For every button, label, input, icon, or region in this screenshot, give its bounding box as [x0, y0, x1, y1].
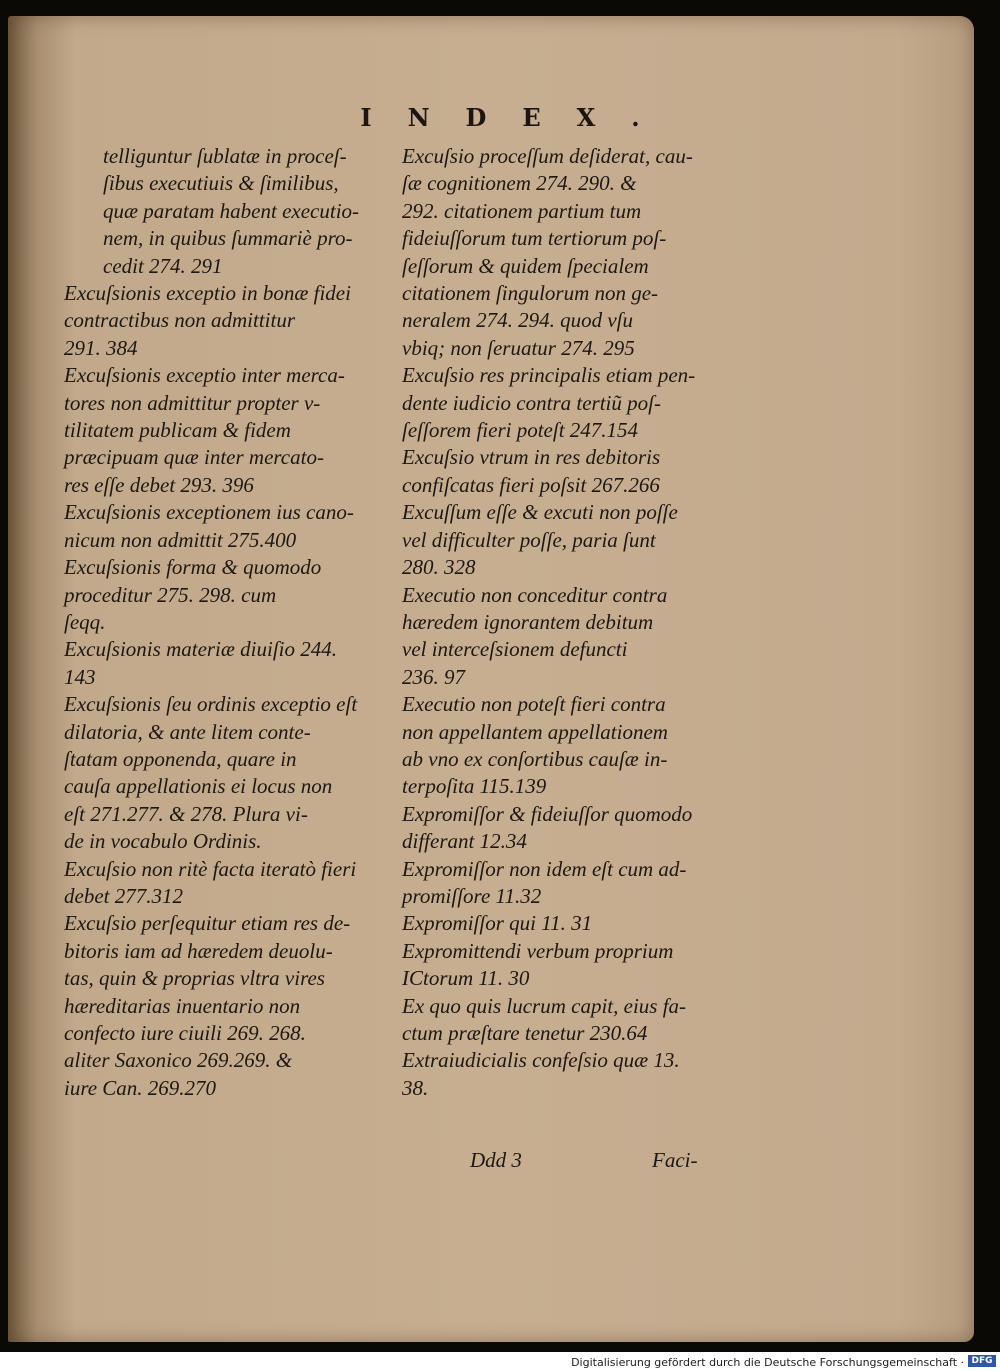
index-entry [402, 1047, 732, 1102]
index-entry [64, 554, 396, 636]
index-entry [402, 362, 732, 444]
index-entry-line: differant 12.34 [402, 829, 527, 854]
index-entry [402, 691, 732, 801]
index-column-left [64, 143, 396, 1102]
index-entry [402, 143, 732, 362]
index-entry-line: tores non admittitur propter v- [64, 390, 321, 415]
index-entry [64, 856, 396, 911]
index-entry-line: Excuſsionis materiæ diuiſio 244. [64, 637, 337, 662]
index-entry-line: 236. 97 [402, 664, 465, 689]
index-entry-line: quæ paratam habent executio- [103, 198, 360, 223]
signature-mark: Ddd 3 [470, 1148, 522, 1172]
index-entry-line: bitoris iam ad hæredem deuolu- [64, 938, 333, 963]
index-entry-line: ſibus executiuis & ſimilibus, [103, 171, 339, 196]
index-entry-line: debet 277.312 [64, 883, 183, 908]
index-entry-line: confecto iure ciuili 269. 268. [64, 1021, 306, 1045]
index-entry [402, 801, 732, 856]
index-entry-line: Excuſsio res principalis etiam pen- [402, 363, 696, 388]
index-entry [402, 993, 732, 1048]
index-entry-line: nicum non admittit 275.400 [64, 527, 297, 552]
index-entry-line: vel interceſsionem defuncti [402, 637, 628, 662]
page-header: INDEX. [360, 103, 676, 132]
index-entry-line: confiſcatas fieri poſsit 267.266 [402, 472, 660, 497]
index-entry-line: non appellantem appellationem [402, 719, 668, 744]
index-entry-line: Ex quo quis lucrum capit, eius fa- [402, 993, 687, 1018]
index-entry-line: 143 [64, 664, 96, 689]
index-entry-line: Excuſsio proceſſum deſiderat, cau- [402, 144, 693, 168]
index-entry [64, 910, 396, 1102]
index-entry-line: cauſa appellationis ei locus non [64, 774, 333, 799]
index-entry [402, 910, 732, 937]
index-entry [64, 691, 396, 855]
index-entry-line: promiſſore 11.32 [402, 883, 542, 908]
index-entry-line: hæredem ignorantem debitum [402, 609, 654, 634]
index-entry-line: cedit 274. 291 [103, 253, 223, 278]
index-entry-line: neralem 274. 294. quod vſu [402, 308, 633, 333]
index-entry-line: Executio non poteſt fieri contra [402, 692, 666, 717]
index-entry-line: ſeqq. [64, 609, 106, 634]
index-entry-line: tilitatem publicam & fidem [64, 418, 291, 443]
index-entry-line: vel difficulter poſſe, paria ſunt [402, 527, 656, 552]
index-entry-line: Excuſsionis ſeu ordinis exceptio eſt [64, 692, 358, 717]
index-entry-line: Executio non conceditur contra [402, 582, 668, 607]
index-entry-line: telliguntur ſublatæ in proceſ- [103, 144, 347, 168]
index-entry-line: Excuſsionis exceptio inter merca- [64, 363, 345, 388]
index-entry-line: Expromiſſor non idem eſt cum ad- [402, 856, 687, 881]
index-entry-line: res eſſe debet 293. 396 [64, 472, 254, 497]
index-entry [64, 143, 396, 280]
index-entry-line: Extraiudicialis confeſsio quæ 13. [402, 1048, 680, 1073]
index-entry-line: Expromittendi verbum proprium [402, 938, 674, 963]
index-entry [64, 636, 396, 691]
index-entry-line: proceditur 275. 298. cum [64, 582, 277, 607]
index-column-right [402, 143, 732, 1102]
index-entry-line: 280. 328 [402, 555, 476, 580]
index-entry-line: Excuſsio perſequitur etiam res de- [64, 911, 351, 936]
digitization-credit: Digitalisierung gefördert durch die Deutsche Forschungsgemeinschaft · [571, 1356, 964, 1369]
index-entry-line: Excuſsionis exceptionem ius cano- [64, 500, 354, 525]
index-entry-line: Excuſsionis exceptio in bonæ fidei [64, 281, 351, 306]
index-entry [402, 444, 732, 499]
index-entry-line: Expromiſſor qui 11. 31 [402, 911, 593, 936]
index-entry-line: præcipuam quæ inter mercato- [64, 445, 324, 470]
index-entry-line: de in vocabulo Ordinis. [64, 829, 262, 854]
index-entry-line: 38. [402, 1075, 429, 1100]
index-entry-line: dilatoria, & ante litem conte- [64, 719, 311, 744]
index-entry [64, 280, 396, 362]
index-entry-line: Excuſsionis forma & quomodo [64, 555, 322, 580]
index-entry-line: 291. 384 [64, 335, 138, 360]
index-entry-line: aliter Saxonico 269.269. & [64, 1048, 293, 1073]
index-entry-line: hæreditarias inuentario non [64, 993, 301, 1018]
index-entry-line: terpoſita 115.139 [402, 774, 547, 799]
index-entry-line: citationem ſingulorum non ge- [402, 281, 659, 306]
index-entry-line: iure Can. 269.270 [64, 1075, 217, 1100]
index-entry [402, 856, 732, 911]
index-entry-line: vbiq; non ſeruatur 274. 295 [402, 335, 635, 360]
index-entry-line: ctum præſtare tenetur 230.64 [402, 1021, 648, 1045]
index-entry-line: contractibus non admittitur [64, 308, 295, 333]
index-entry-line: Excuſsio non ritè facta iteratò fieri [64, 856, 357, 881]
index-entry [64, 362, 396, 499]
index-entry-line: dente iudicio contra tertiũ poſ- [402, 390, 661, 415]
index-entry-line: tas, quin & proprias vltra vires [64, 966, 325, 991]
index-entry-line: Excuſſum eſſe & excuti non poſſe [402, 500, 678, 525]
dfg-logo: DFG [968, 1355, 996, 1367]
catchword: Faci- [652, 1148, 698, 1172]
index-entry [64, 499, 396, 554]
index-entry-line: Expromiſſor & fideiuſſor quomodo [402, 801, 693, 826]
index-entry-line: eſt 271.277. & 278. Plura vi- [64, 801, 308, 826]
index-entry-line: ſæ cognitionem 274. 290. & [402, 171, 637, 196]
index-entry-line: ſeſſorum & quidem ſpecialem [402, 253, 649, 278]
index-entry [402, 582, 732, 692]
index-entry-line: ſtatam opponenda, quare in [64, 746, 297, 771]
index-entry [402, 499, 732, 581]
index-entry-line: nem, in quibus ſummariè pro- [103, 226, 353, 251]
index-entry-line: 292. citationem partium tum [402, 198, 642, 223]
index-entry-line: ſeſſorem fieri poteſt 247.154 [402, 418, 639, 443]
index-entry-line: fideiuſſorum tum tertiorum poſ- [402, 226, 667, 251]
index-entry [402, 938, 732, 993]
index-entry-line: ab vno ex conſortibus cauſæ in- [402, 746, 668, 771]
index-entry-line: Excuſsio vtrum in res debitoris [402, 445, 661, 470]
index-entry-line: ICtorum 11. 30 [402, 966, 530, 991]
